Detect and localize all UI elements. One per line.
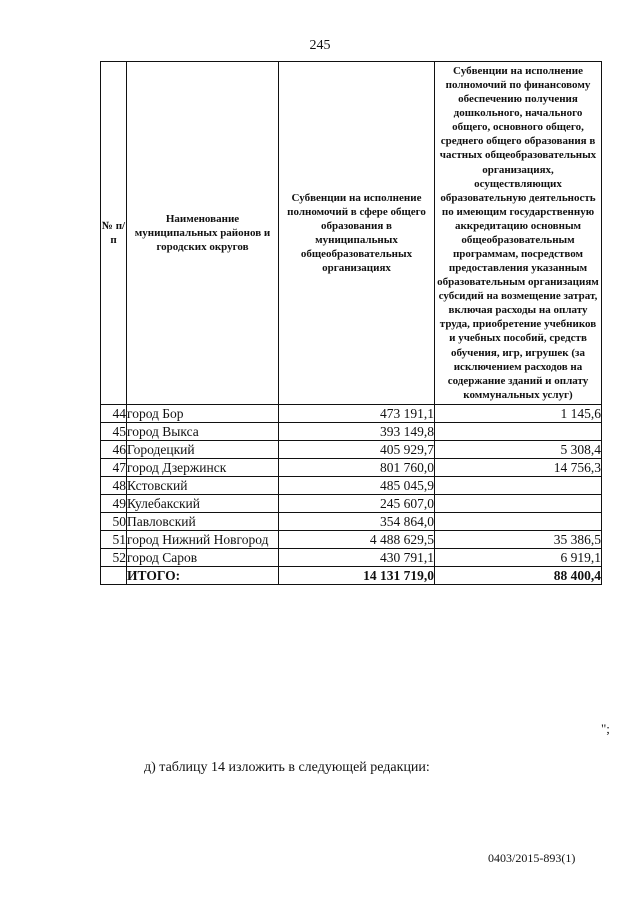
table-row <box>101 548 602 566</box>
row-subsidy-municipal: 473 191,1 <box>279 404 435 422</box>
row-subsidy-municipal: 801 760,0 <box>279 458 435 476</box>
total-number-cell <box>101 566 127 584</box>
header-subsidy-private-text: Субвенции на исполнение полномочий по финансовому обеспечению получения дошкольного, начального общего, основного общего, среднего общего образования в частных общеобразовательных организациях, осуществляющих образовательную деятельность по имеющим государственную аккредитацию основным общеобразовательным программам, посредством предоставления указанным образовательным организациям субсидий на возмещение затрат, включая расходы на оплату труда, приобретение учебников и учебных пособий, средств обучения, игр, игрушек (за исключением расходов на содержание зданий и оплату коммунальных услуг) <box>437 65 599 401</box>
row-subsidy-municipal: 405 929,7 <box>279 440 435 458</box>
subsidy-table <box>100 61 602 585</box>
row-number: 45 <box>101 422 127 440</box>
row-subsidy-private <box>435 476 602 494</box>
table-row <box>101 494 602 512</box>
table-row <box>101 476 602 494</box>
header-subsidy-private <box>435 62 602 405</box>
amendment-instruction: д) таблицу 14 изложить в следующей редакции: <box>144 760 430 775</box>
table-total-row <box>101 566 602 584</box>
total-subsidy-private: 88 400,4 <box>435 566 602 584</box>
table-row <box>101 440 602 458</box>
row-name: Павловский <box>127 512 279 530</box>
closing-quote: "; <box>601 721 610 736</box>
row-subsidy-municipal: 485 045,9 <box>279 476 435 494</box>
row-name: Городецкий <box>127 440 279 458</box>
row-subsidy-municipal: 245 607,0 <box>279 494 435 512</box>
row-number: 44 <box>101 404 127 422</box>
row-number: 47 <box>101 458 127 476</box>
row-number: 52 <box>101 548 127 566</box>
page-number: 245 <box>309 38 331 53</box>
row-number: 50 <box>101 512 127 530</box>
row-subsidy-private <box>435 494 602 512</box>
row-number: 46 <box>101 440 127 458</box>
row-number: 49 <box>101 494 127 512</box>
row-subsidy-municipal: 393 149,8 <box>279 422 435 440</box>
table-row <box>101 404 602 422</box>
row-name: Кстовский <box>127 476 279 494</box>
table-row <box>101 422 602 440</box>
total-subsidy-municipal: 14 131 719,0 <box>279 566 435 584</box>
row-subsidy-municipal: 354 864,0 <box>279 512 435 530</box>
table-row <box>101 458 602 476</box>
row-name: город Нижний Новгород <box>127 530 279 548</box>
row-name: город Саров <box>127 548 279 566</box>
table-header-row <box>101 62 602 405</box>
row-subsidy-private: 6 919,1 <box>435 548 602 566</box>
row-subsidy-municipal: 4 488 629,5 <box>279 530 435 548</box>
row-subsidy-private: 5 308,4 <box>435 440 602 458</box>
row-name: город Выкса <box>127 422 279 440</box>
row-name: город Бор <box>127 404 279 422</box>
row-number: 48 <box>101 476 127 494</box>
header-number: № п/п <box>101 62 127 405</box>
total-label: ИТОГО: <box>127 566 279 584</box>
row-subsidy-private: 35 386,5 <box>435 530 602 548</box>
row-name: Кулебакский <box>127 494 279 512</box>
header-subsidy-municipal: Субвенции на исполнение полномочий в сфере общего образования в муниципальных общеобразовательных организациях <box>279 62 435 405</box>
row-subsidy-municipal: 430 791,1 <box>279 548 435 566</box>
header-municipality-name: Наименование муниципальных районов и городских округов <box>127 62 279 405</box>
table-row <box>101 512 602 530</box>
row-subsidy-private: 1 145,6 <box>435 404 602 422</box>
document-code: 0403/2015-893(1) <box>488 851 576 865</box>
row-subsidy-private <box>435 512 602 530</box>
row-name: город Дзержинск <box>127 458 279 476</box>
row-subsidy-private <box>435 422 602 440</box>
table-row <box>101 530 602 548</box>
row-number: 51 <box>101 530 127 548</box>
row-subsidy-private: 14 756,3 <box>435 458 602 476</box>
